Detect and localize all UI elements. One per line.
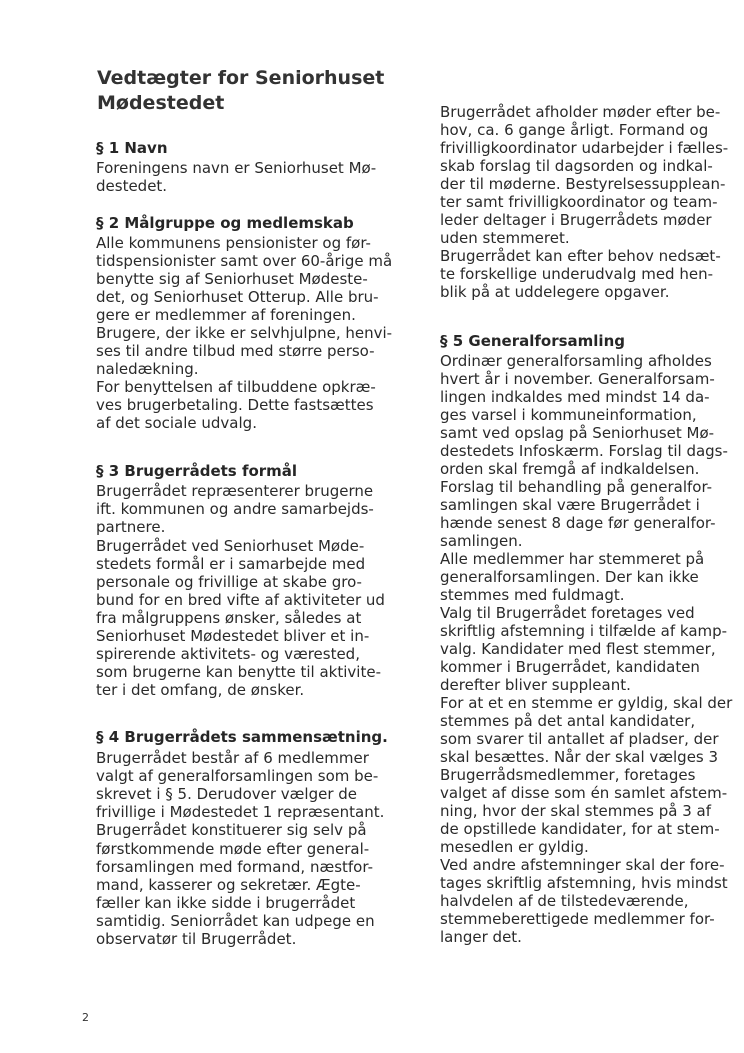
section-heading: § 4 Brugerrådets sammensætning.: [96, 728, 388, 746]
text-line: derefter bliver suppleant.: [440, 676, 631, 694]
text-line: Brugere, der ikke er selvhjulpne, henvi-: [96, 324, 393, 342]
text-line: skriftlig afstemning i tilfælde af kamp-: [440, 622, 728, 640]
text-line: Brugerrådet kan efter behov nedsæt-: [440, 247, 721, 265]
text-line: af det sociale udvalg.: [96, 414, 257, 432]
text-line: førstkommende møde efter general-: [96, 840, 370, 858]
text-line: som brugerne kan benytte til aktivite-: [96, 663, 381, 681]
text-line: destedets Infoskærm. Forslag til dags-: [440, 442, 728, 460]
page-number: 2: [82, 1011, 89, 1024]
text-line: destedet.: [96, 177, 168, 195]
text-line: For at et en stemme er gyldig, skal der: [440, 694, 733, 712]
text-line: stemmes på det antal kandidater,: [440, 712, 696, 730]
text-line: Brugerrådsmedlemmer, foretages: [440, 766, 696, 784]
text-line: fra målgruppens ønsker, således at: [96, 609, 362, 627]
text-line: fæller kan ikke sidde i brugerrådet: [96, 894, 356, 912]
text-line: samtidig. Seniorrådet kan udpege en: [96, 912, 375, 930]
section-heading: § 2 Målgruppe og medlemskab: [96, 214, 354, 232]
text-line: valgt af generalforsamlingen som be-: [96, 767, 379, 785]
text-line: orden skal fremgå af indkaldelsen.: [440, 460, 700, 478]
text-line: ses til andre tilbud med større perso-: [96, 342, 375, 360]
text-line: skab forslag til dagsorden og indkal-: [440, 157, 713, 175]
text-line: ges varsel i kommuneinformation,: [440, 406, 697, 424]
section-heading: § 3 Brugerrådets formål: [96, 462, 298, 480]
text-line: Brugerrådet repræsenterer brugerne: [96, 482, 374, 500]
text-line: Forslag til behandling på generalfor-: [440, 478, 713, 496]
text-line: ift. kommunen og andre samarbejds-: [96, 500, 374, 518]
text-line: det, og Seniorhuset Otterup. Alle bru-: [96, 288, 379, 306]
text-line: samlingen.: [440, 532, 523, 550]
text-line: tages skriftlig afstemning, hvis mindst: [440, 874, 728, 892]
text-line: forsamlingen med formand, næstfor-: [96, 858, 373, 876]
text-line: kommer i Brugerrådet, kandidaten: [440, 658, 700, 676]
text-line: frivilligkoordinator udarbejder i fælles-: [440, 139, 729, 157]
text-line: stedets formål er i samarbejde med: [96, 555, 366, 573]
text-line: leder deltager i Brugerrådets møder: [440, 211, 712, 229]
text-line: Brugerrådet består af 6 medlemmer: [96, 749, 369, 767]
title-line: Mødestedet: [97, 92, 225, 114]
section-heading: § 1 Navn: [96, 139, 168, 157]
text-line: stemmes med fuldmagt.: [440, 586, 625, 604]
text-line: personale og frivillige at skabe gro-: [96, 573, 362, 591]
text-line: valget af disse som én samlet afstem-: [440, 784, 728, 802]
text-line: hvert år i november. Generalforsam-: [440, 370, 715, 388]
text-line: Foreningens navn er Seniorhuset Mø-: [96, 159, 377, 177]
text-line: stemmeberettigede medlemmer for-: [440, 910, 715, 928]
text-line: bund for en bred vifte af aktiviteter ud: [96, 591, 385, 609]
text-line: Brugerrådet konstituerer sig selv på: [96, 821, 367, 839]
text-line: mesedlen er gyldig.: [440, 838, 589, 856]
text-line: Alle medlemmer har stemmeret på: [440, 550, 705, 568]
text-line: te forskellige underudvalg med hen-: [440, 265, 713, 283]
text-line: naledækning.: [96, 360, 199, 378]
text-line: ter samt frivilligkoordinator og team-: [440, 193, 718, 211]
text-line: samt ved opslag på Seniorhuset Mø-: [440, 424, 715, 442]
text-line: skrevet i § 5. Derudover vælger de: [96, 785, 358, 803]
text-line: blik på at uddelegere opgaver.: [440, 283, 670, 301]
text-line: spirerende aktivitets- og værested,: [96, 645, 360, 663]
text-line: ter i det omfang, de ønsker.: [96, 681, 305, 699]
text-line: samlingen skal være Brugerrådet i: [440, 496, 700, 514]
document-title: [97, 66, 417, 116]
text-line: generalforsamlingen. Der kan ikke: [440, 568, 699, 586]
text-line: Ordinær generalforsamling afholdes: [440, 352, 712, 370]
text-line: uden stemmeret.: [440, 229, 570, 247]
text-line: frivillige i Mødestedet 1 repræsentant.: [96, 803, 385, 821]
text-line: tidspensionister samt over 60-årige må: [96, 252, 393, 270]
text-line: Ved andre afstemninger skal der fore-: [440, 856, 725, 874]
text-line: skal besættes. Når der skal vælges 3: [440, 748, 719, 766]
text-line: halvdelen af de tilstedeværende,: [440, 892, 689, 910]
text-line: observatør til Brugerrådet.: [96, 930, 297, 948]
text-line: langer det.: [440, 928, 522, 946]
text-line: ning, hvor der skal stemmes på 3 af: [440, 802, 712, 820]
text-line: For benyttelsen af tilbuddene opkræ-: [96, 378, 376, 396]
section-heading: § 5 Generalforsamling: [440, 332, 625, 350]
text-line: hov, ca. 6 gange årligt. Formand og: [440, 121, 709, 139]
text-line: mand, kasserer og sekretær. Ægte-: [96, 876, 361, 894]
text-line: som svarer til antallet af pladser, der: [440, 730, 719, 748]
text-line: hænde senest 8 dage før generalfor-: [440, 514, 716, 532]
text-line: Brugerrådet afholder møder efter be-: [440, 103, 721, 121]
text-line: Brugerrådet ved Seniorhuset Møde-: [96, 537, 365, 555]
text-line: Seniorhuset Mødestedet bliver et in-: [96, 627, 370, 645]
text-line: Valg til Brugerrådet foretages ved: [440, 604, 695, 622]
text-line: ves brugerbetaling. Dette fastsættes: [96, 396, 374, 414]
text-line: partnere.: [96, 518, 166, 536]
text-line: valg. Kandidater med flest stemmer,: [440, 640, 716, 658]
text-line: de opstillede kandidater, for at stem-: [440, 820, 720, 838]
title-line: Vedtægter for Seniorhuset: [97, 67, 385, 89]
text-line: benytte sig af Seniorhuset Mødeste-: [96, 270, 368, 288]
text-line: lingen indkaldes med mindst 14 da-: [440, 388, 710, 406]
text-line: Alle kommunens pensionister og før-: [96, 234, 371, 252]
text-line: gere er medlemmer af foreningen.: [96, 306, 356, 324]
text-line: der til møderne. Bestyrelsessupplean-: [440, 175, 726, 193]
